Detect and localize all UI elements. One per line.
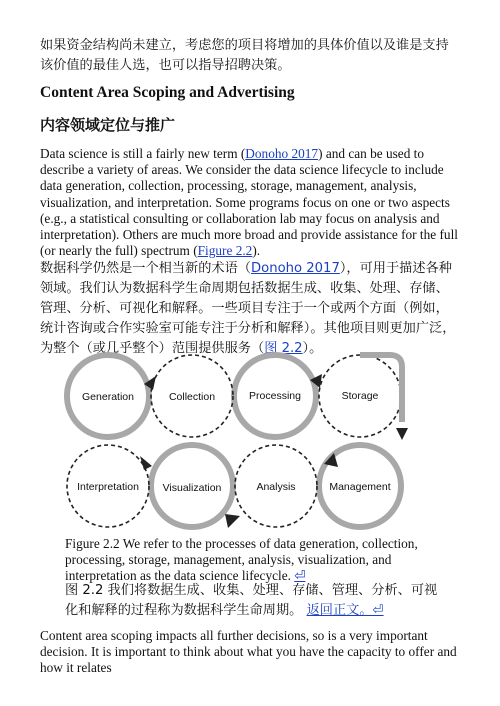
figure-caption-zh bbox=[65, 581, 445, 621]
node-label-collection: Collection bbox=[168, 391, 216, 403]
node-label-storage: Storage bbox=[341, 390, 379, 402]
node-label-management: Management bbox=[329, 481, 391, 493]
paragraph-zh-1 bbox=[40, 259, 460, 359]
return-path bbox=[360, 355, 402, 422]
caption-text-zh: 图 2.2 我们将数据生成、收集、处理、存储、管理、分析、可视化和解释的过程称为数据科学生命周期。 bbox=[65, 583, 438, 618]
arrow-storage-icon bbox=[396, 428, 408, 440]
node-label-analysis: Analysis bbox=[256, 481, 296, 493]
paragraph-text: Data science is still a fairly new term ( bbox=[40, 146, 246, 161]
paragraph-text: ) and can be used to describe a variety of areas. We consider the data science lifecycle to include data generation, collection, processing, storage, management, analysis, visualization, and interpretation. Some programs focus on one or two aspects (e.g., a statistical consulting or collaboration lab may focus on analysis and interpretation). Others are much more broad and provide assistance for the full (or nearly the full) spectrum ( bbox=[40, 146, 458, 259]
figure-link-zh[interactable]: 图 2.2 bbox=[264, 341, 303, 356]
lifecycle-figure bbox=[40, 352, 460, 534]
paragraph-en-2: Content area scoping impacts all further decisions, so is a very important decision. It is important to think about what you have the capacity to offer and how it relates bbox=[40, 628, 457, 676]
section-heading-zh: 内容领域定位与推广 bbox=[40, 116, 176, 134]
node-label-processing: Processing bbox=[249, 390, 301, 402]
citation-link-donoho-zh[interactable]: Donoho 2017 bbox=[251, 261, 340, 276]
caption-text: Figure 2.2 We refer to the processes of data generation, collection, processing, storage, management, analysis, visualization, and interpretation as the data science lifecycle. bbox=[65, 536, 418, 584]
paragraph-text: 数据科学仍然是一个相当新的术语（ bbox=[40, 261, 251, 276]
back-to-text-link-zh[interactable]: 返回正文。⏎ bbox=[306, 603, 384, 618]
lifecycle-diagram bbox=[40, 352, 460, 534]
arrow-analysis-icon bbox=[225, 514, 240, 528]
citation-link-donoho[interactable]: Donoho 2017 bbox=[245, 146, 319, 161]
node-label-interpretation: Interpretation bbox=[77, 481, 139, 493]
figure-link[interactable]: Figure 2.2 bbox=[197, 243, 253, 259]
paragraph-text: ）。 bbox=[302, 341, 323, 356]
back-to-text-link[interactable]: ⏎ bbox=[294, 568, 306, 584]
paragraph-text: ). bbox=[252, 243, 261, 259]
section-heading-en: Content Area Scoping and Advertising bbox=[40, 84, 295, 101]
node-label-visualization: Visualization bbox=[162, 482, 222, 494]
figure-caption-en bbox=[65, 536, 445, 585]
node-label-generation: Generation bbox=[82, 391, 134, 403]
paragraph-text: ），可用于描述各种领域。我们认为数据科学生命周期包括数据生成、收集、处理、存储、管理、分析、可视化和解释。一些项目专注于一个或两个方面（例如，统计咨询或合作实验室可能专注于分析和解释）。其他项目则更加广泛，为整个（或几乎整个）范围提供服务（ bbox=[40, 261, 456, 356]
intro-paragraph-zh: 如果资金结构尚未建立，考虑您的项目将增加的具体价值以及谁是支持该价值的最佳人选，也可以指导招聘决策。 bbox=[40, 38, 449, 73]
paragraph-en-1 bbox=[40, 146, 460, 259]
